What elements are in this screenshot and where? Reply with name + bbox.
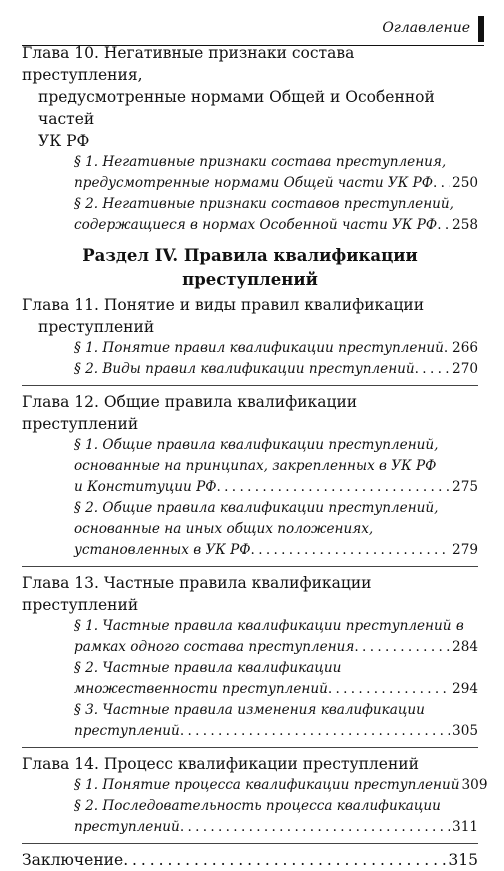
chapter-13-title: Глава 13. Частные правила квалификации преступлений	[22, 574, 372, 614]
page-number: 258	[452, 217, 478, 233]
chapter-14-title: Глава 14. Процесс квалификации преступлений	[22, 755, 419, 773]
leader-dots	[328, 679, 450, 700]
leader-dots	[217, 477, 451, 498]
ch12-section-2-line-3: установленных в УК РФ	[74, 542, 251, 558]
conclusion-title: Заключение	[22, 851, 124, 869]
ch13-section-2-line-2: множественности преступлений	[74, 681, 328, 697]
chapter-12	[22, 391, 478, 435]
ch10-section-1-line-2: предусмотренные нормами Общей части УК РФ	[74, 175, 434, 191]
ch13-section-2[interactable]	[22, 658, 478, 700]
ch12-section-1-line-1: § 1. Общие правила квалификации преступлений,	[74, 437, 439, 453]
ch11-section-1-title: § 1. Понятие правил квалификации преступлений	[74, 340, 444, 356]
part-4-heading: Раздел IV. Правила квалификации преступлений	[82, 246, 418, 289]
chapter-10	[22, 42, 478, 152]
ch10-section-2-line-1: § 2. Негативные признаки составов преступлений,	[74, 196, 454, 212]
page-number: 266	[452, 340, 478, 356]
chapter-10-title-line-3: УК РФ	[38, 132, 90, 150]
running-header-title: Оглавление	[382, 20, 470, 36]
ch12-section-1[interactable]	[22, 435, 478, 498]
page-number: 284	[452, 639, 478, 655]
divider	[22, 747, 478, 748]
ch13-section-1-line-1: § 1. Частные правила квалификации преступлений в	[74, 618, 464, 634]
chapter-13	[22, 572, 478, 616]
header-bar-mark	[478, 16, 484, 42]
ch11-section-2[interactable]	[22, 359, 478, 380]
divider	[22, 843, 478, 844]
ch12-section-1-line-3: и Конституции РФ	[74, 479, 217, 495]
ch14-section-2[interactable]	[22, 796, 478, 838]
page-number: 305	[452, 723, 478, 739]
page-number: 309	[461, 777, 488, 793]
ch12-section-2-line-2: основанные на иных общих положениях,	[74, 521, 374, 537]
divider	[22, 385, 478, 386]
ch13-section-1-line-2: рамках одного состава преступления	[74, 639, 355, 655]
chapter-10-title-line-1: Глава 10. Негативные признаки состава преступления,	[22, 44, 355, 84]
leader-dots	[180, 721, 450, 742]
chapter-12-title: Глава 12. Общие правила квалификации преступлений	[22, 393, 358, 433]
ch13-section-2-line-1: § 2. Частные правила квалификации	[74, 660, 342, 676]
leader-dots	[415, 359, 450, 380]
ch10-section-1-line-1: § 1. Негативные признаки состава преступления,	[74, 154, 447, 170]
ch12-section-2-line-1: § 2. Общие правила квалификации преступлений,	[74, 500, 439, 516]
ch10-section-2-line-2: содержащиеся в нормах Особенной части УК РФ	[74, 217, 438, 233]
ch12-section-2[interactable]	[22, 498, 478, 561]
chapter-11	[22, 294, 478, 338]
ch10-section-1[interactable]	[22, 152, 478, 194]
divider	[22, 566, 478, 567]
leader-dots	[437, 215, 450, 236]
ch14-section-1[interactable]	[22, 775, 488, 796]
page-number: 270	[452, 361, 478, 377]
page-number: 250	[452, 175, 478, 191]
leader-dots	[123, 849, 446, 871]
ch11-section-2-title: § 2. Виды правил квалификации преступлений	[74, 361, 415, 377]
leader-dots	[180, 817, 450, 838]
ch13-section-3[interactable]	[22, 700, 478, 742]
ch12-section-1-line-2: основанные на принципах, закрепленных в УК РФ	[74, 458, 437, 474]
leader-dots	[251, 540, 451, 561]
ch10-section-2[interactable]	[22, 194, 478, 236]
ch13-section-1[interactable]	[22, 616, 478, 658]
chapter-14	[22, 753, 478, 775]
ch11-section-1[interactable]	[22, 338, 478, 359]
chapter-10-title-line-2: предусмотренные нормами Общей и Особенной частей	[38, 88, 435, 128]
page-number: 315	[448, 851, 478, 869]
page-number: 311	[452, 819, 478, 835]
leader-dots	[354, 637, 450, 658]
ch13-section-3-line-2: преступлений	[74, 723, 180, 739]
page-number: 275	[452, 479, 478, 495]
page-number: 294	[452, 681, 478, 697]
ch14-section-2-line-2: преступлений	[74, 819, 180, 835]
table-of-contents	[22, 42, 488, 871]
page-number: 279	[452, 542, 478, 558]
leader-dots	[433, 173, 450, 194]
ch14-section-2-line-1: § 2. Последовательность процесса квалификации	[74, 798, 441, 814]
ch13-section-3-line-1: § 3. Частные правила изменения квалификации	[74, 702, 425, 718]
chapter-11-title-line-2: преступлений	[38, 318, 155, 336]
running-header	[22, 14, 484, 44]
conclusion-entry[interactable]	[22, 849, 478, 871]
chapter-11-title-line-1: Глава 11. Понятие и виды правил квалификации	[22, 296, 425, 314]
ch14-section-1-title: § 1. Понятие процесса квалификации преступлений	[74, 777, 460, 793]
